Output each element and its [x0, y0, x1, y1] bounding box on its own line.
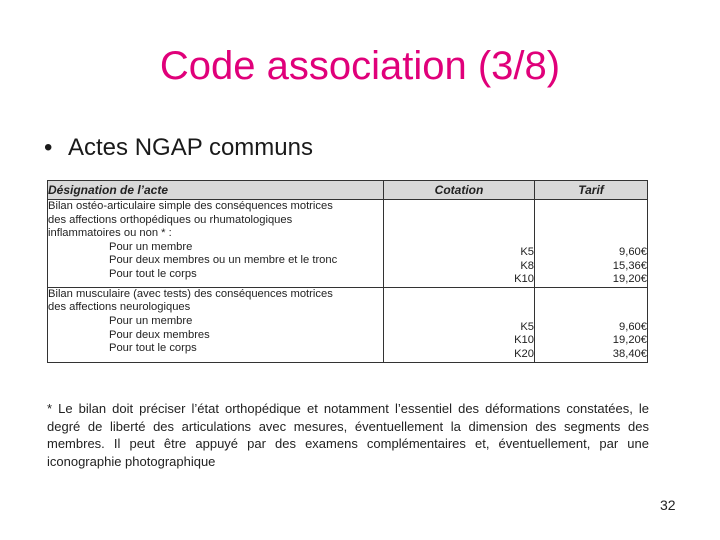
cotation-value: K5: [520, 320, 534, 333]
cotation-value: K5: [520, 246, 534, 258]
tarif-cell: [535, 200, 648, 288]
cotation-cell: [384, 287, 535, 362]
designation-cell: [48, 287, 384, 362]
designation-item: Pour deux membres ou un membre et le tronc: [109, 254, 338, 267]
tarif-value: 19,20€: [612, 273, 647, 286]
slide-title: Code association (3/8): [159, 44, 561, 88]
column-header-tarif: Tarif: [535, 181, 648, 200]
tarif-value: 38,40€: [612, 347, 647, 360]
designation-item: Pour un membre: [109, 240, 193, 253]
column-header-designation: Désignation de l’acte: [48, 181, 384, 200]
designation-line: Bilan musculaire (avec tests) des conséquences motrices: [48, 287, 333, 300]
tarif-value: 19,20€: [612, 334, 647, 347]
column-header-cotation: Cotation: [384, 181, 535, 200]
designation-item: Pour tout le corps: [109, 267, 197, 280]
designation-line: inflammatoires ou non * :: [48, 227, 172, 240]
bullet-text: Actes NGAP communs: [68, 134, 313, 161]
cotation-cell: [384, 200, 535, 288]
designation-line: Bilan ostéo-articulaire simple des conséquences motrices: [48, 200, 333, 212]
designation-line: des affections neurologiques: [48, 301, 191, 314]
tarif-value: 9,60€: [619, 320, 647, 333]
cotation-value: K10: [514, 334, 534, 347]
designation-item: Pour un membre: [109, 314, 193, 327]
cotation-value: K8: [520, 259, 534, 272]
tarif-value: 15,36€: [612, 259, 647, 272]
ngap-table-figure: [47, 180, 649, 468]
table-row: [48, 287, 648, 362]
cotation-value: K20: [514, 347, 534, 360]
designation-item: Pour tout le corps: [109, 342, 197, 355]
ngap-acts-table: [47, 180, 648, 363]
designation-cell: [48, 200, 384, 288]
table-footnote: * Le bilan doit préciser l’état orthopédique et notamment l’essentiel des déformations constatées, le degré de liberté des articulations avec mesures, éventuellement la dimension des segments des membres. Il peut être appuyé par des examens complémentaires et, éventuellement, par une iconographie photographique: [47, 401, 649, 469]
bullet-marker: •: [44, 134, 53, 161]
tarif-cell: [535, 287, 648, 362]
designation-item: Pour deux membres: [109, 328, 210, 341]
page-number: 32: [660, 497, 676, 513]
tarif-value: 9,60€: [619, 246, 647, 258]
bullet-item: [44, 134, 313, 162]
designation-line: des affections orthopédiques ou rhumatologiques: [48, 213, 293, 226]
cotation-value: K10: [514, 273, 534, 286]
table-header-row: [48, 181, 648, 200]
table-row: [48, 200, 648, 288]
